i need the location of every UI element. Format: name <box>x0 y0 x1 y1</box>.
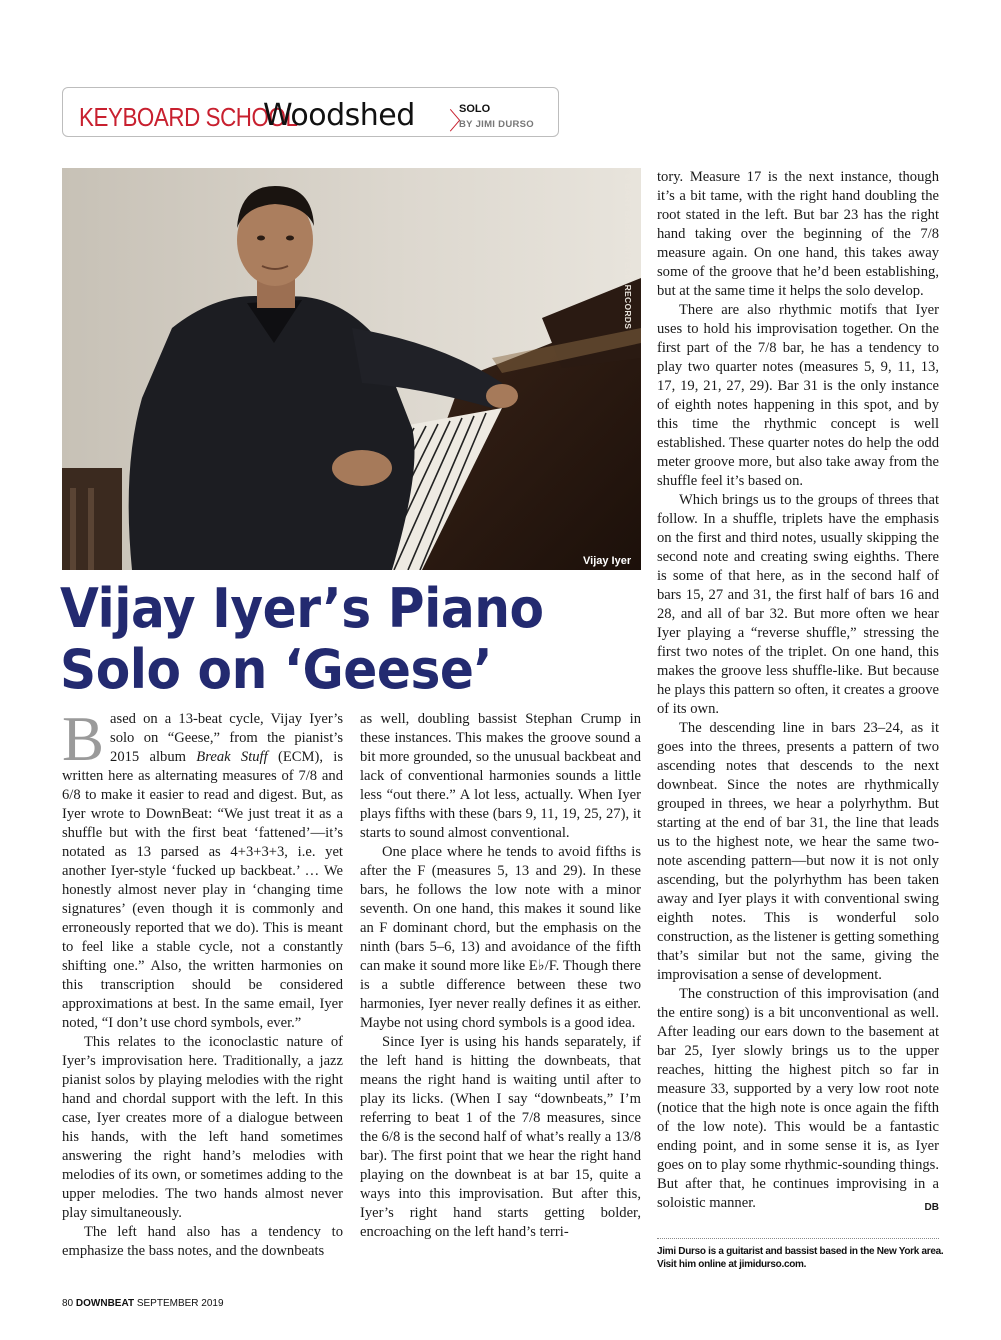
article-paragraph: as well, doubling bassist Stephan Crump in these instances. This makes the groove sound a bit more grounded, so the unusual backbeat and lack of conventional harmonies sounds a little less “out there.” A lot less, actually. When Iyer plays fifths with these (bars 9, 11, 19, 25, 27), it starts to sound almost conventional. <box>360 711 641 841</box>
page-footer <box>62 1298 224 1309</box>
page-number: 80 <box>62 1298 74 1309</box>
chevron-right-icon: 〉 <box>449 107 473 135</box>
article-paragraph: The descending line in bars 23–24, as it goes into the threes, presents a pattern of two ascending notes that descends to the next downbeat. Since the notes are rhythmically grouped in threes, we hear a polyrhythm. But starting at the end of bar 31, the line that leads us to the highest note, we hear the same two-note ascending pattern—but now it is not only ascending, but the polyrhythm has been taken away and Iyer plays it with conventional swing eighth notes. This is wonderful solo construction, as the listener is getting something that’s similar but not the same, giving the improvisation a sense of development. <box>657 720 939 983</box>
article-paragraph: One place where he tends to avoid fifths is after the F (measures 5, 13 and 29). In these bars, he follows the low note with a minor seventh. On one hand, this makes it sound like an F dominant chord, but the emphasis on the ninth (bars 5–6, 13) and avoidance of the fifth can make it sound more like E♭/F. Though there is a subtle difference between these two harmonies, Iyer never really defines it as either. Maybe not using chord symbols is a good idea. <box>360 844 641 1031</box>
article-column-3 <box>657 168 939 1217</box>
drop-cap: B <box>62 704 105 774</box>
category-label: SOLO <box>459 103 491 115</box>
subsection-title: Woodshed <box>263 98 415 133</box>
article-paragraph: The left hand also has a tendency to emphasize the bass notes, and the downbeats <box>62 1224 343 1259</box>
article-headline <box>60 578 650 700</box>
magazine-name: DOWNBEAT <box>75 1298 135 1309</box>
article-paragraph: The construction of this improvisation (and the entire song) is a bit unconventional as well. After leading our ears down to the basement at bar 25, Iyer slowly brings us to the upper reaches, hitting the highest pitch so far in measure 33, supported by a very low root note (notice that the high note is once again the fifth of the low note). This would be a fantastic ending point, and in some sense it is, as Iyer goes on to play some rhythmic-sounding things. But after that, he continues improvising in a soloistic manner. DB <box>657 985 939 1213</box>
article-paragraph: This relates to the iconoclastic nature of Iyer’s improvisation here. Traditionally, a jazz pianist solos by playing melodies with the right hand and chordal support with the left. In this case, Iyer creates more of a dialogue between his hands, with the left hand sometimes answering the right hand’s melodies with melodies of its own, or sometimes adding to the upper melodies. The two hands almost never play simultaneously. <box>62 1034 343 1221</box>
article-paragraph: Which brings us to the groups of threes that follow. In a shuffle, triplets have the emphasis on the first and third notes, usually skipping the second note and creating swing eighths. There is some of that here, as in the second half of bars 15, 27 and 31, the first half of bars 16 and 28, and all of bar 32. But more often we hear Iyer playing a “reverse shuffle,” stressing the first two notes of the triplet. On one hand, this makes the groove less shuffle-like. But because he plays this pattern so often, it creates a groove of its own. <box>657 492 939 717</box>
author-bio <box>657 1245 947 1271</box>
article-paragraph: tory. Measure 17 is the next instance, though it’s a bit tame, with the right hand doubling the root stated in the left. But bar 23 has the right hand taking over the beginning of the 7/8 measure again. On one hand, this takes away some of the groove that he’d been establishing, but at the same time it helps the solo develop. <box>657 169 939 299</box>
end-mark: DB <box>924 1202 939 1213</box>
photo-illustration <box>62 168 641 570</box>
article-paragraph: Based on a 13-beat cycle, Vijay Iyer’s solo on “Geese,” from the pianist’s 2015 album Break Stuff (ECM), is written here as alternating measures of 7/8 and 6/8 to make it easier to read and digest. But, as Iyer wrote to DownBeat: “We just treat it as a shuffle but with the first beat ‘fattened’—it’s notated as 13 parsed as 4+3+3+3, i.e. yet another Iyer-style ‘fucked up backbeat.’ … We honestly almost never play in ‘changing time signatures’ (even though it is commonly and erroneously reported that we do). This is meant to feel like a stable cycle, not a constantly shifting one.” Also, the written harmonies on this transcription should be considered approximations at best. In the same email, Iyer noted, “I don’t use chord symbols, ever.” <box>62 704 343 1031</box>
headline-line-1: Vijay Iyer’s Piano <box>60 577 544 640</box>
article-column-1 <box>62 704 343 1261</box>
article-paragraph: There are also rhythmic motifs that Iyer uses to hold his improvisation together. On the first part of the 7/8 bar, he has a tendency to play two quarter notes (measures 5, 9, 11, 13, 17, 19, 21, 27, 29). Bar 31 is the only instance of eighth notes happening in this spot, and by this time the rhythmic concept is well established. These quarter notes do help the odd meter groove more, but also take away from the shuffle feel it’s based on. <box>657 302 939 489</box>
bio-divider <box>657 1238 939 1239</box>
headline-line-2: Solo on ‘Geese’ <box>60 638 493 701</box>
article-paragraph: Since Iyer is using his hands separately, if the left hand is hitting the downbeats, that means the right hand is waiting until after to play its licks. (When I say “downbeats,” I’m referring to beat 1 of the 7/8 measures, since the 6/8 is the second half of what’s really a 13/8 bar). The first point that we hear the right hand playing on the downbeat is at bar 15, quite a ways into this improvisation. But after this, Iyer’s right hand starts getting bolder, encroaching on the left hand’s terri- <box>360 1034 641 1240</box>
byline: BY JIMI DURSO <box>459 119 534 130</box>
bio-line: Visit him online at jimidurso.com. <box>657 1259 807 1270</box>
photo-credit: © BART BABINSKI / ECM RECORDS <box>623 174 633 330</box>
album-title: Break Stuff <box>196 749 268 765</box>
issue-date: SEPTEMBER 2019 <box>136 1298 224 1309</box>
section-header <box>62 87 559 137</box>
bio-line: Jimi Durso is a guitarist and bassist based in the New York area. <box>657 1246 944 1257</box>
article-photo <box>62 168 641 570</box>
article-column-2 <box>360 710 641 1242</box>
section-title: KEYBOARD SCHOOL <box>79 102 298 132</box>
photo-caption: Vijay Iyer <box>583 555 632 567</box>
